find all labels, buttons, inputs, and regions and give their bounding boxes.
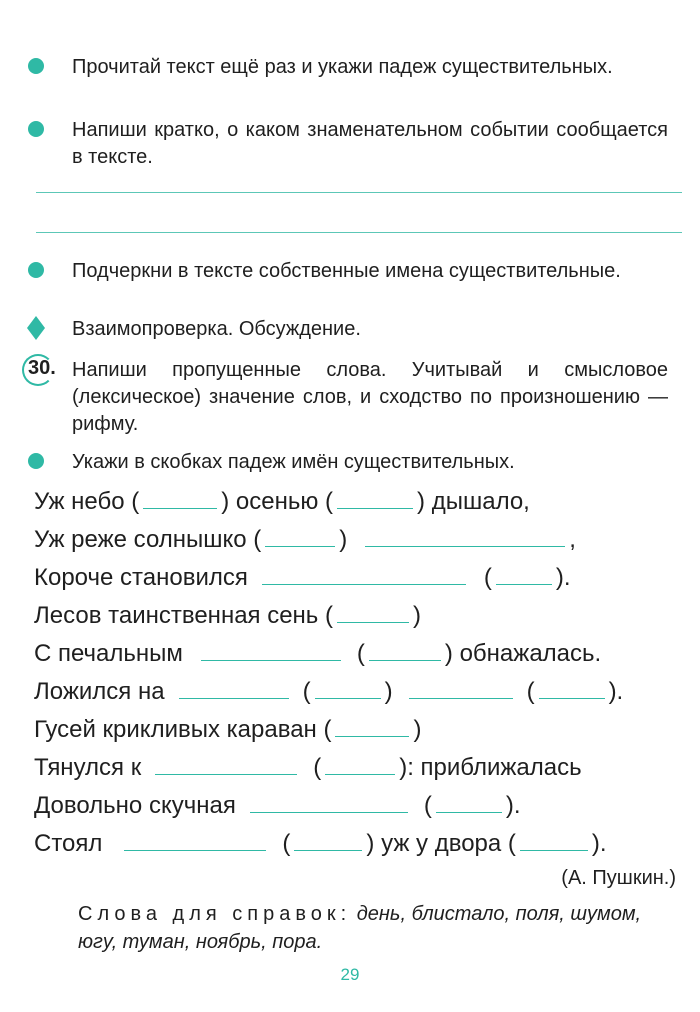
page-number: 29 (340, 965, 360, 984)
task-write-event (28, 117, 668, 171)
fill-blank[interactable] (250, 811, 408, 813)
answer-line[interactable] (36, 192, 682, 193)
green-dot-bullet-icon (28, 262, 44, 278)
fill-blank[interactable] (294, 849, 362, 851)
poem-line: Довольно скучная ( ). (34, 792, 521, 819)
fill-blank[interactable] (337, 507, 413, 509)
poem-line: Ложился на ( ) ( ). (34, 678, 624, 705)
fill-blank[interactable] (124, 849, 266, 851)
exercise-text: Напиши пропущенные слова. Учитывай и смысловое (лексическое) значение слов, и сходство по произношению — рифму. (72, 359, 668, 435)
poem-line: Короче становился ( ). (34, 564, 571, 591)
task-text: Напиши кратко, о каком знаменательном событии сообщается в тексте. (72, 119, 668, 168)
fill-blank[interactable] (520, 849, 588, 851)
fill-blank[interactable] (262, 583, 466, 585)
task-indicate-case (28, 449, 668, 476)
fill-blank[interactable] (369, 659, 441, 661)
reference-words (78, 900, 678, 956)
fill-blank[interactable] (325, 773, 395, 775)
fill-blank[interactable] (337, 621, 409, 623)
fill-blank[interactable] (143, 507, 217, 509)
answer-line[interactable] (36, 232, 682, 233)
poem-line: Уж реже солнышко ( ) , (34, 526, 576, 553)
poem-line: Лесов таинственная сень ( ) (34, 602, 421, 629)
green-dot-bullet-icon (28, 121, 44, 137)
poem-author: (А. Пушкин.) (561, 867, 676, 889)
poem-line: Гусей крикливых караван ( ) (34, 716, 422, 743)
exercise-30-instruction (28, 357, 668, 438)
poem-line: Стоял ( ) уж у двора ( ). (34, 830, 607, 857)
fill-blank[interactable] (335, 735, 409, 737)
green-dot-bullet-icon (28, 58, 44, 74)
fill-blank[interactable] (365, 545, 565, 547)
poem-line: Уж небо ( ) осенью ( ) дышало, (34, 488, 530, 515)
fill-blank[interactable] (201, 659, 341, 661)
exercise-number: 30. (28, 357, 56, 379)
poem-line: С печальным ( ) обнажалась. (34, 640, 602, 667)
fill-blank[interactable] (496, 583, 552, 585)
fill-blank[interactable] (179, 697, 289, 699)
task-peer-review (28, 316, 668, 343)
reference-label: Слова для справок: (78, 903, 352, 925)
fill-blank[interactable] (436, 811, 502, 813)
task-text: Подчеркни в тексте собственные имена существительные. (72, 260, 621, 282)
poem (34, 484, 684, 864)
task-text: Укажи в скобках падеж имён существительных. (72, 451, 515, 473)
diamond-bullet-icon (27, 316, 45, 340)
task-text: Прочитай текст ещё раз и укажи падеж существительных. (72, 56, 613, 78)
task-case-nouns (28, 54, 668, 81)
fill-blank[interactable] (539, 697, 605, 699)
fill-blank[interactable] (155, 773, 297, 775)
fill-blank[interactable] (265, 545, 335, 547)
fill-blank[interactable] (315, 697, 381, 699)
green-dot-bullet-icon (28, 453, 44, 469)
task-underline-proper-nouns (28, 258, 668, 285)
task-text: Взаимопроверка. Обсуждение. (72, 318, 361, 340)
reference-word-list: день, блистало, поля, шумом, югу, туман, ноябрь, пора. (78, 903, 642, 953)
poem-line: Тянулся к ( ): приближалась (34, 754, 582, 781)
fill-blank[interactable] (409, 697, 513, 699)
